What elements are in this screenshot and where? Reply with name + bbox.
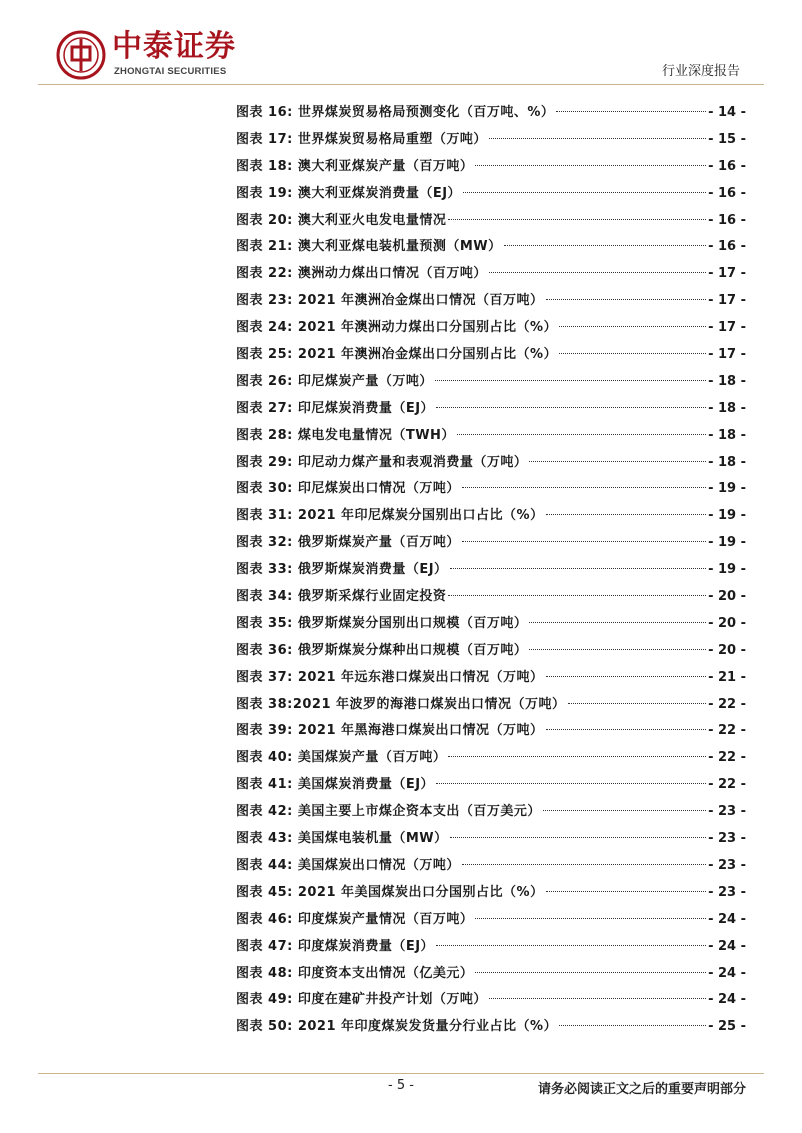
toc-dot-leader: [448, 756, 706, 757]
toc-entry-page[interactable]: - 23 -: [708, 831, 746, 847]
toc-entry-title[interactable]: 图表 18: 澳大利亚煤炭产量（百万吨）: [236, 158, 474, 174]
toc-entry-title[interactable]: 图表 50: 2021 年印度煤炭发货量分行业占比（%）: [236, 1019, 558, 1035]
report-type-label: 行业深度报告: [661, 64, 740, 79]
toc-entry[interactable]: [236, 342, 746, 369]
toc-dot-leader: [457, 434, 706, 435]
header-divider: [38, 84, 764, 85]
toc-entry-page[interactable]: - 16 -: [708, 239, 746, 255]
toc-entry-page[interactable]: - 14 -: [708, 105, 746, 120]
toc-dot-leader: [546, 676, 707, 677]
toc-entry-title[interactable]: 图表 47: 印度煤炭消费量（EJ）: [236, 938, 435, 954]
toc-entry[interactable]: [236, 880, 746, 907]
toc-entry-title[interactable]: 图表 35: 俄罗斯煤炭分国别出口规模（百万吨）: [236, 615, 528, 631]
toc-entry-page[interactable]: - 17 -: [708, 320, 746, 336]
toc-entry-title[interactable]: 图表 44: 美国煤炭出口情况（万吨）: [236, 857, 460, 873]
toc-entry-title[interactable]: 图表 46: 印度煤炭产量情况（百万吨）: [236, 911, 474, 927]
toc-dot-leader: [435, 380, 706, 381]
toc-entry[interactable]: [236, 826, 746, 853]
toc-entry-page[interactable]: - 25 -: [708, 1019, 746, 1035]
toc-entry-title[interactable]: 图表 43: 美国煤电装机量（MW）: [236, 831, 448, 847]
brand-name-cn: 中泰证券: [112, 29, 236, 64]
toc-entry-page[interactable]: - 18 -: [708, 400, 746, 416]
toc-entry[interactable]: [236, 288, 746, 315]
toc-entry-page[interactable]: - 22 -: [708, 723, 746, 739]
toc-dot-leader: [529, 649, 706, 650]
toc-entry[interactable]: [236, 934, 746, 961]
toc-entry-title[interactable]: 图表 32: 俄罗斯煤炭产量（百万吨）: [236, 535, 460, 551]
page-header: [0, 0, 802, 86]
toc-dot-leader: [546, 891, 706, 892]
toc-entry[interactable]: [236, 907, 746, 934]
toc-entry-title[interactable]: 图表 20: 澳大利亚火电发电量情况: [236, 212, 447, 228]
disclaimer-note: 请务必阅读正文之后的重要声明部分: [537, 1082, 746, 1097]
toc-dot-leader: [489, 998, 706, 999]
toc-entry-page[interactable]: - 20 -: [708, 642, 746, 658]
toc-entry[interactable]: [236, 638, 746, 665]
toc-entry-page[interactable]: - 22 -: [708, 696, 746, 712]
toc-dot-leader: [462, 541, 706, 542]
toc-entry-title[interactable]: 图表 25: 2021 年澳洲冶金煤出口分国别占比（%）: [236, 347, 558, 363]
toc-dot-leader: [462, 864, 706, 865]
toc-entry-title[interactable]: 图表 48: 印度资本支出情况（亿美元）: [236, 965, 474, 981]
toc-entry[interactable]: [236, 665, 746, 692]
toc-entry[interactable]: [236, 853, 746, 880]
toc-entry-title[interactable]: 图表 40: 美国煤炭产量（百万吨）: [236, 750, 447, 766]
toc-entry[interactable]: [236, 315, 746, 342]
toc-entry-page[interactable]: - 17 -: [708, 347, 746, 363]
toc-entry-page[interactable]: - 24 -: [708, 938, 746, 954]
toc-entry-page[interactable]: - 17 -: [708, 266, 746, 282]
toc-dot-leader: [504, 245, 706, 246]
toc-entry[interactable]: [236, 557, 746, 584]
toc-entry[interactable]: [236, 987, 746, 1014]
toc-entry-title[interactable]: 图表 45: 2021 年美国煤炭出口分国别占比（%）: [236, 884, 544, 900]
toc-dot-leader: [546, 299, 707, 300]
toc-entry-page[interactable]: - 20 -: [708, 615, 746, 631]
toc-entry[interactable]: [236, 718, 746, 745]
toc-entry-page[interactable]: - 18 -: [708, 427, 746, 443]
toc-entry-title[interactable]: 图表 36: 俄罗斯煤炭分煤种出口规模（百万吨）: [236, 642, 528, 658]
footer-divider: [38, 1073, 764, 1074]
toc-entry-page[interactable]: - 19 -: [708, 535, 746, 551]
toc-entry-title[interactable]: 图表 49: 印度在建矿井投产计划（万吨）: [236, 992, 487, 1008]
toc-entry-page[interactable]: - 19 -: [708, 508, 746, 524]
toc-entry-page[interactable]: - 19 -: [708, 562, 746, 578]
toc-entry[interactable]: [236, 423, 746, 450]
toc-dot-leader: [436, 945, 706, 946]
toc-entry-title[interactable]: 图表 26: 印尼煤炭产量（万吨）: [236, 373, 433, 389]
toc-entry-title[interactable]: 图表 41: 美国煤炭消费量（EJ）: [236, 777, 435, 793]
toc-entry-page[interactable]: - 19 -: [708, 481, 746, 497]
toc-dot-leader: [546, 514, 706, 515]
toc-entry[interactable]: [236, 450, 746, 477]
toc-entry-title[interactable]: 图表 39: 2021 年黑海港口煤炭出口情况（万吨）: [236, 723, 544, 739]
toc-dot-leader: [543, 810, 706, 811]
toc-dot-leader: [448, 595, 706, 596]
toc-entry-title[interactable]: 图表 31: 2021 年印尼煤炭分国别出口占比（%）: [236, 508, 544, 524]
toc-entry-page[interactable]: - 18 -: [708, 373, 746, 389]
toc-entry[interactable]: [236, 208, 746, 235]
toc-entry[interactable]: [236, 100, 746, 127]
toc-entry-title[interactable]: 图表 30: 印尼煤炭出口情况（万吨）: [236, 481, 460, 497]
toc-dot-leader: [556, 111, 706, 112]
toc-entry-page[interactable]: - 17 -: [708, 293, 746, 309]
toc-dot-leader: [546, 729, 707, 730]
page-number: - 5 -: [388, 1078, 414, 1093]
toc-entry-title[interactable]: 图表 28: 煤电发电量情况（TWH）: [236, 427, 455, 443]
toc-entry[interactable]: [236, 261, 746, 288]
toc-entry[interactable]: [236, 745, 746, 772]
toc-entry-page[interactable]: - 23 -: [708, 804, 746, 820]
toc-entry-page[interactable]: - 16 -: [708, 185, 746, 201]
toc-entry-title[interactable]: 图表 29: 印尼动力煤产量和表观消费量（万吨）: [236, 454, 528, 470]
toc-entry[interactable]: [236, 476, 746, 503]
toc-dot-leader: [436, 783, 706, 784]
toc-entry-page[interactable]: - 23 -: [708, 857, 746, 873]
toc-dot-leader: [436, 407, 706, 408]
toc-entry[interactable]: [236, 396, 746, 423]
toc-entry-title[interactable]: 图表 16: 世界煤炭贸易格局预测变化（百万吨、%）: [236, 105, 555, 120]
toc-entry-page[interactable]: - 24 -: [708, 965, 746, 981]
toc-entry-page[interactable]: - 24 -: [708, 911, 746, 927]
toc-dot-leader: [529, 461, 706, 462]
toc-entry-page[interactable]: - 18 -: [708, 454, 746, 470]
toc-entry-page[interactable]: - 21 -: [708, 669, 746, 685]
toc-entry-title[interactable]: 图表 33: 俄罗斯煤炭消费量（EJ）: [236, 562, 448, 578]
toc-entry[interactable]: [236, 369, 746, 396]
toc-entry-title[interactable]: 图表 21: 澳大利亚煤电装机量预测（MW）: [236, 239, 502, 255]
toc-entry-title[interactable]: 图表 42: 美国主要上市煤企资本支出（百万美元）: [236, 804, 541, 820]
toc-entry[interactable]: [236, 503, 746, 530]
zhongtai-logo-icon: [56, 30, 106, 80]
brand-name-en: ZHONGTAI SECURITIES: [114, 66, 227, 77]
toc-entry[interactable]: [236, 961, 746, 988]
toc-entry-page[interactable]: - 22 -: [708, 777, 746, 793]
toc-entry-title[interactable]: 图表 27: 印尼煤炭消费量（EJ）: [236, 400, 435, 416]
toc-entry[interactable]: [236, 799, 746, 826]
toc-entry[interactable]: [236, 530, 746, 557]
toc-dot-leader: [529, 622, 706, 623]
toc-entry[interactable]: [236, 611, 746, 638]
toc-entry-title[interactable]: 图表 24: 2021 年澳洲动力煤出口分国别占比（%）: [236, 320, 558, 336]
toc-entry[interactable]: [236, 181, 746, 208]
toc-entry[interactable]: [236, 692, 746, 719]
toc-dot-leader: [559, 353, 706, 354]
toc-entry-page[interactable]: - 16 -: [708, 212, 746, 228]
toc-dot-leader: [489, 138, 706, 139]
toc-entry-title[interactable]: 图表 38:2021 年波罗的海港口煤炭出口情况（万吨）: [236, 696, 566, 712]
toc-entry-page[interactable]: - 20 -: [708, 589, 746, 605]
toc-entry[interactable]: [236, 234, 746, 261]
toc-entry-page[interactable]: - 23 -: [708, 884, 746, 900]
toc-dot-leader: [559, 326, 706, 327]
figure-list: [236, 100, 746, 1041]
toc-entry[interactable]: [236, 584, 746, 611]
toc-entry[interactable]: [236, 772, 746, 799]
toc-dot-leader: [450, 568, 707, 569]
toc-dot-leader: [559, 1025, 706, 1026]
toc-entry-page[interactable]: - 24 -: [708, 992, 746, 1008]
toc-dot-leader: [568, 703, 707, 704]
toc-dot-leader: [448, 219, 706, 220]
toc-entry-page[interactable]: - 16 -: [708, 158, 746, 174]
toc-entry-page[interactable]: - 22 -: [708, 750, 746, 766]
toc-entry-page[interactable]: - 15 -: [708, 131, 746, 147]
toc-entry-title[interactable]: 图表 22: 澳洲动力煤出口情况（百万吨）: [236, 266, 487, 282]
toc-entry[interactable]: [236, 154, 746, 181]
toc-dot-leader: [475, 165, 706, 166]
toc-entry[interactable]: [236, 127, 746, 154]
toc-dot-leader: [463, 192, 706, 193]
toc-dot-leader: [475, 972, 706, 973]
toc-entry-title[interactable]: 图表 19: 澳大利亚煤炭消费量（EJ）: [236, 185, 462, 201]
toc-entry[interactable]: [236, 1014, 746, 1041]
toc-dot-leader: [450, 837, 706, 838]
toc-dot-leader: [475, 918, 706, 919]
toc-entry-title[interactable]: 图表 23: 2021 年澳洲冶金煤出口情况（百万吨）: [236, 293, 544, 309]
toc-entry-title[interactable]: 图表 37: 2021 年远东港口煤炭出口情况（万吨）: [236, 669, 544, 685]
toc-entry-title[interactable]: 图表 17: 世界煤炭贸易格局重塑（万吨）: [236, 131, 487, 147]
toc-entry-title[interactable]: 图表 34: 俄罗斯采煤行业固定投资: [236, 589, 447, 605]
toc-dot-leader: [462, 487, 706, 488]
toc-dot-leader: [489, 272, 706, 273]
